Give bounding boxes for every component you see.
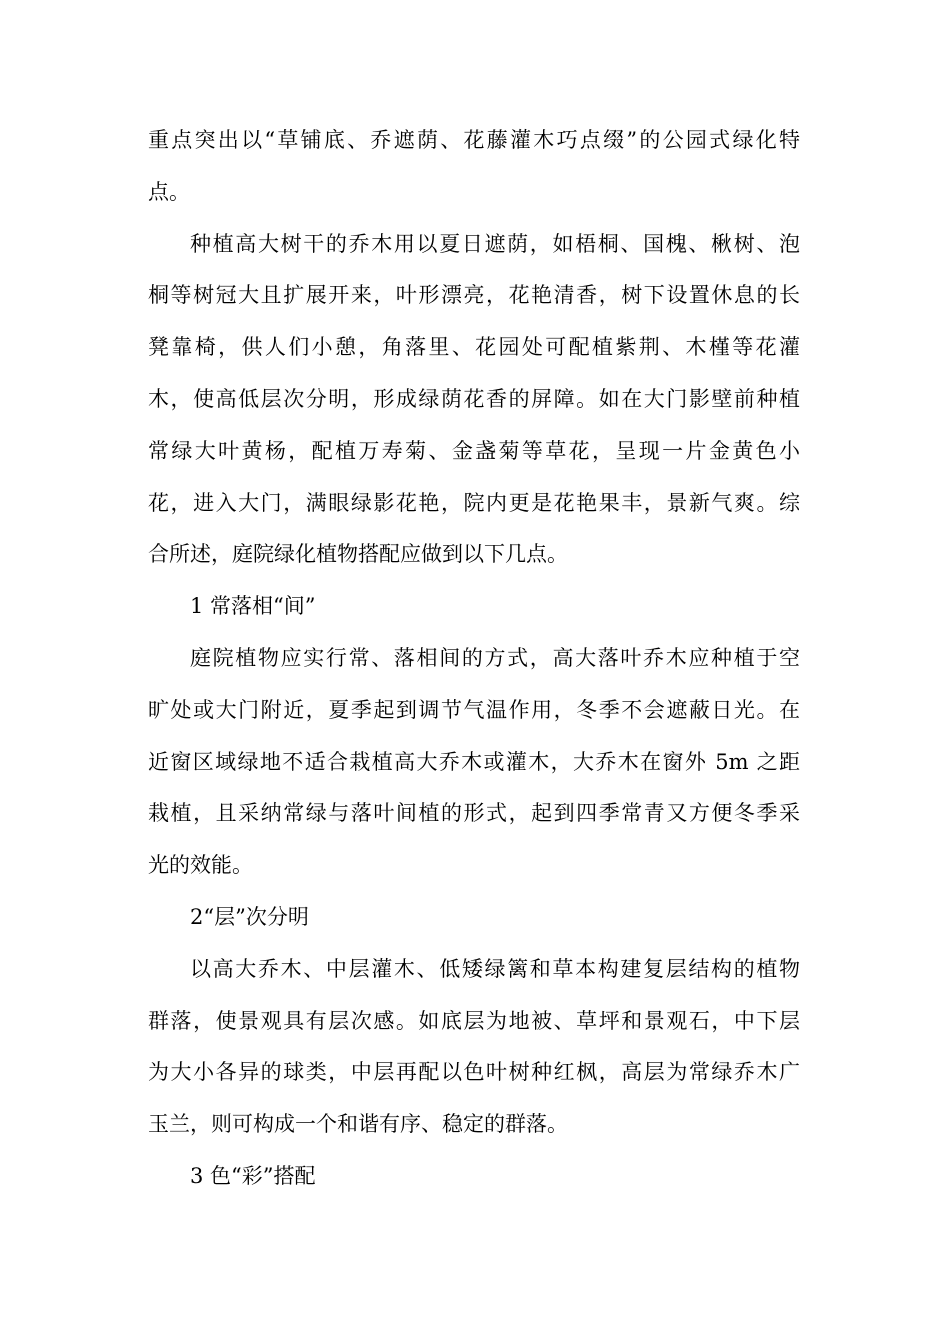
text-line: 重点突出以“草铺底、乔遮荫、花藤灌木巧点缀”的公园式绿化特 (148, 128, 800, 152)
text-line: 花，进入大门，满眼绿影花艳，院内更是花艳果丰，景新气爽。综 (148, 490, 800, 515)
section-heading (148, 892, 800, 944)
section-heading (148, 581, 800, 633)
text-line: 1 常落相“间” (190, 594, 316, 619)
paragraph (148, 115, 800, 219)
text-line: 常绿大叶黄杨，配植万寿菊、金盏菊等草花，呈现一片金黄色小 (148, 438, 800, 463)
paragraph (148, 944, 800, 1151)
text-line: 桐等树冠大且扩展开来，叶形漂亮，花艳清香，树下设置休息的长 (148, 283, 800, 308)
text-line: 种植高大树干的乔木用以夏日遮荫，如梧桐、国槐、楸树、泡 (190, 231, 800, 256)
text-line: 2“层”次分明 (190, 904, 309, 929)
text-line: 玉兰，则可构成一个和谐有序、稳定的群落。 (148, 1112, 568, 1137)
text-line: 以高大乔木、中层灌木、低矮绿篱和草本构建复层结构的植物 (190, 956, 800, 981)
text-line: 点。 (148, 179, 190, 204)
text-line: 旷处或大门附近，夏季起到调节气温作用，冬季不会遮蔽日光。在 (148, 697, 800, 722)
section-heading (148, 1151, 800, 1203)
text-line: 群落，使景观具有层次感。如底层为地被、草坪和景观石，中下层 (148, 1008, 800, 1033)
text-line: 近窗区域绿地不适合栽植高大乔木或灌木，大乔木在窗外 5m 之距 (148, 749, 800, 774)
text-line: 3 色“彩”搭配 (190, 1163, 316, 1188)
text-line: 栽植，且采纳常绿与落叶间植的形式，起到四季常青又方便冬季采 (148, 801, 800, 826)
paragraph (148, 633, 800, 892)
text-line: 为大小各异的球类，中层再配以色叶树种红枫，高层为常绿乔木广 (148, 1060, 800, 1085)
text-line: 木，使高低层次分明，形成绿荫花香的屏障。如在大门影壁前种植 (148, 386, 800, 411)
text-line: 合所述，庭院绿化植物搭配应做到以下几点。 (148, 542, 568, 567)
document-body (148, 115, 800, 1203)
paragraph (148, 219, 800, 582)
text-line: 庭院植物应实行常、落相间的方式，高大落叶乔木应种植于空 (190, 645, 800, 670)
text-line: 凳靠椅，供人们小憩，角落里、花园处可配植紫荆、木槿等花灌 (148, 335, 800, 360)
text-line: 光的效能。 (148, 853, 253, 878)
